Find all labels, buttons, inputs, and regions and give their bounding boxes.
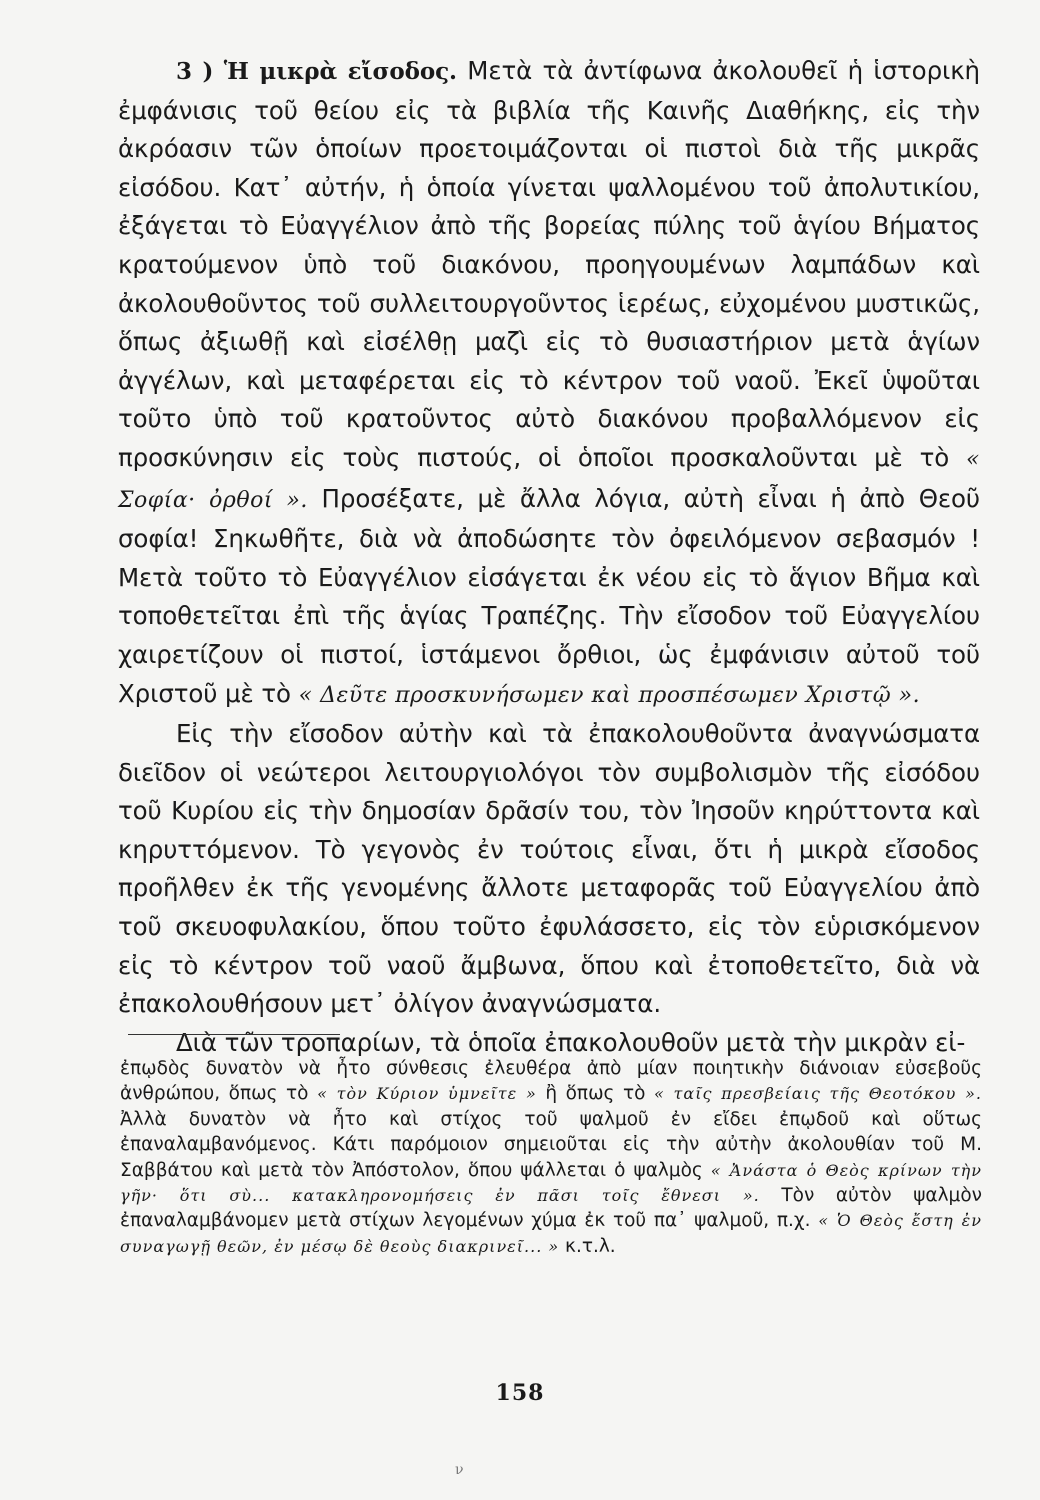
quote-defte: « Δεῦτε προσκυνήσωμεν καὶ προσπέσωμεν Χριστῷ ». (298, 682, 921, 708)
footnote-text-e: κ.τ.λ. (565, 1235, 616, 1257)
paragraph-1-text-b: Προσέξατε, μὲ ἄλλα λόγια, αὐτὴ εἶναι ἡ ἀπὸ Θεοῦ σοφία! Σηκωθῆτε, διὰ νὰ ἀποδώσητε τὸν ὀφειλόμενον σεβασμόν ! Μετὰ τοῦτο τὸ Εὐαγγέλιον εἰσάγεται ἐκ νέου εἰς τὸ ἅγιον Βῆμα καὶ τοποθετεῖται ἐπὶ τῆς ἁγίας Τραπέζης. Τὴν εἴσοδον τοῦ Εὐαγγελίου χαιρετίζουν οἱ πιστοί, ἱστάμενοι ὄρθιοι, ὡς ἐμφάνισιν αὐτοῦ τοῦ Χριστοῦ μὲ τὸ (118, 483, 980, 708)
bottom-mark: ν (455, 1462, 464, 1478)
footnote-quote-4: « Ὁ Θεὸς ἔστη ἐν συναγωγῇ θεῶν, ἐν μέσῳ δὲ θεοὺς διακρινεῖ... » (120, 1211, 982, 1256)
footnote-divider (128, 1034, 340, 1035)
page-number: 158 (495, 1380, 545, 1406)
footnote-text-d: Τὸν αὐτὸν ψαλμὸν ἐπαναλαμβάνομεν μετὰ στίχων λεγομένων χύμα ἐκ τοῦ πα᾿ ψαλμοῦ, π.χ. (120, 1185, 982, 1232)
paragraph-2: Εἰς τὴν εἴσοδον αὐτὴν καὶ τὰ ἐπακολουθοῦντα ἀναγνώσματα διεῖδον οἱ νεώτεροι λειτουργιολόγοι τὸν συμβολισμὸν τῆς εἰσόδου τοῦ Κυρίου εἰς τὴν δημοσίαν δρᾶσίν του, τὸν Ἰησοῦν κηρύττοντα καὶ κηρυττόμενον. Τὸ γεγονὸς ἐν τούτοις εἶναι, ὅτι ἡ μικρὰ εἴσοδος προῆλθεν ἐκ τῆς γενομένης ἄλλοτε μεταφορᾶς τοῦ Εὐαγγελίου ἀπὸ τοῦ σκευοφυλακίου, ὅπου τοῦτο ἐφυλάσσετο, εἰς τὸν εὑρισκόμενον εἰς τὸ κέντρον τοῦ ναοῦ ἄμβωνα, ὅπου καὶ ἐτοποθετεῖτο, διὰ νὰ ἐπακολουθήσουν μετ᾿ ὀλίγον ἀναγνώσματα. (118, 719, 980, 1019)
footnote-quote-3: « Ἀνάστα ὁ Θεὸς κρίνων τὴν γῆν· ὅτι σὺ... κατακληρονομήσεις ἐν πᾶσι τοῖς ἔθνεσι ». (120, 1160, 982, 1206)
footnote-quote-1: « τὸν Κύριον ὑμνεῖτε » (317, 1084, 537, 1104)
section-heading: 3 ) Ἡ μικρὰ εἴσοδος. (176, 58, 457, 85)
footnote-text-a: ἐπῳδὸς δυνατὸν νὰ ἦτο σύνθεσις ἐλευθέρα ἀπὸ μίαν ποιητικὴν διάνοιαν εὐσεβοῦς ἀνθρώπου, ὅπως τὸ (120, 1058, 982, 1105)
footnote-quote-2: « ταῖς πρεσβείαις τῆς Θεοτόκου ». (654, 1084, 983, 1104)
paragraph-1 (118, 52, 980, 715)
quote-sofia: « Σοφία· ὀρθοί ». (118, 446, 980, 513)
main-text (118, 52, 980, 1062)
footnote (120, 1056, 982, 1259)
paragraph-3: Διὰ τῶν τροπαρίων, τὰ ὁποῖα ἐπακολουθοῦν μετὰ τὴν μικρὰν εἰ- (176, 1027, 966, 1057)
paragraph-1-text-a: Μετὰ τὰ ἀντίφωνα ἀκολουθεῖ ἡ ἱστορικὴ ἐμφάνισις τοῦ θείου εἰς τὰ βιβλία τῆς Καινῆς Διαθήκης, εἰς τὴν ἀκρόασιν τῶν ὁποίων προετοιμάζονται οἱ πιστοὶ διὰ τῆς μικρᾶς εἰσόδου. Κατ᾿ αὐτήν, ἡ ὁποία γίνεται ψαλλομένου τοῦ ἀπολυτικίου, ἐξάγεται τὸ Εὐαγγέλιον ἀπὸ τῆς βορείας πύλης τοῦ ἁγίου Βήματος κρατούμενον ὑπὸ τοῦ διακόνου, προηγουμένων λαμπάδων καὶ ἀκολουθοῦντος τοῦ συλλειτουργοῦντος ἱερέως, εὐχομένου μυστικῶς, ὅπως ἀξιωθῇ καὶ εἰσέλθῃ μαζὶ εἰς τὸ θυσιαστήριον μετὰ ἁγίων ἀγγέλων, καὶ μεταφέρεται εἰς τὸ κέντρον τοῦ ναοῦ. Ἐκεῖ ὑψοῦται τοῦτο ὑπὸ τοῦ κρατοῦντος αὐτὸ διακόνου προβαλλόμενον εἰς προσκύνησιν εἰς τοὺς πιστούς, οἱ ὁποῖοι προσκαλοῦνται μὲ τὸ (118, 56, 980, 472)
footnote-text-b: ἢ ὅπως τὸ (545, 1083, 646, 1105)
footnote-text-c: Ἀλλὰ δυνατὸν νὰ ἦτο καὶ στίχος τοῦ ψαλμοῦ ἐν εἴδει ἐπῳδοῦ καὶ οὕτως ἐπαναλαμβανόμενος. Κάτι παρόμοιον σημειοῦται εἰς τὴν αὐτὴν ἀκολουθίαν τοῦ Μ. Σαββάτου καὶ μετὰ τὸν Ἀπόστολον, ὅπου ψάλλεται ὁ ψαλμὸς (120, 1108, 982, 1181)
